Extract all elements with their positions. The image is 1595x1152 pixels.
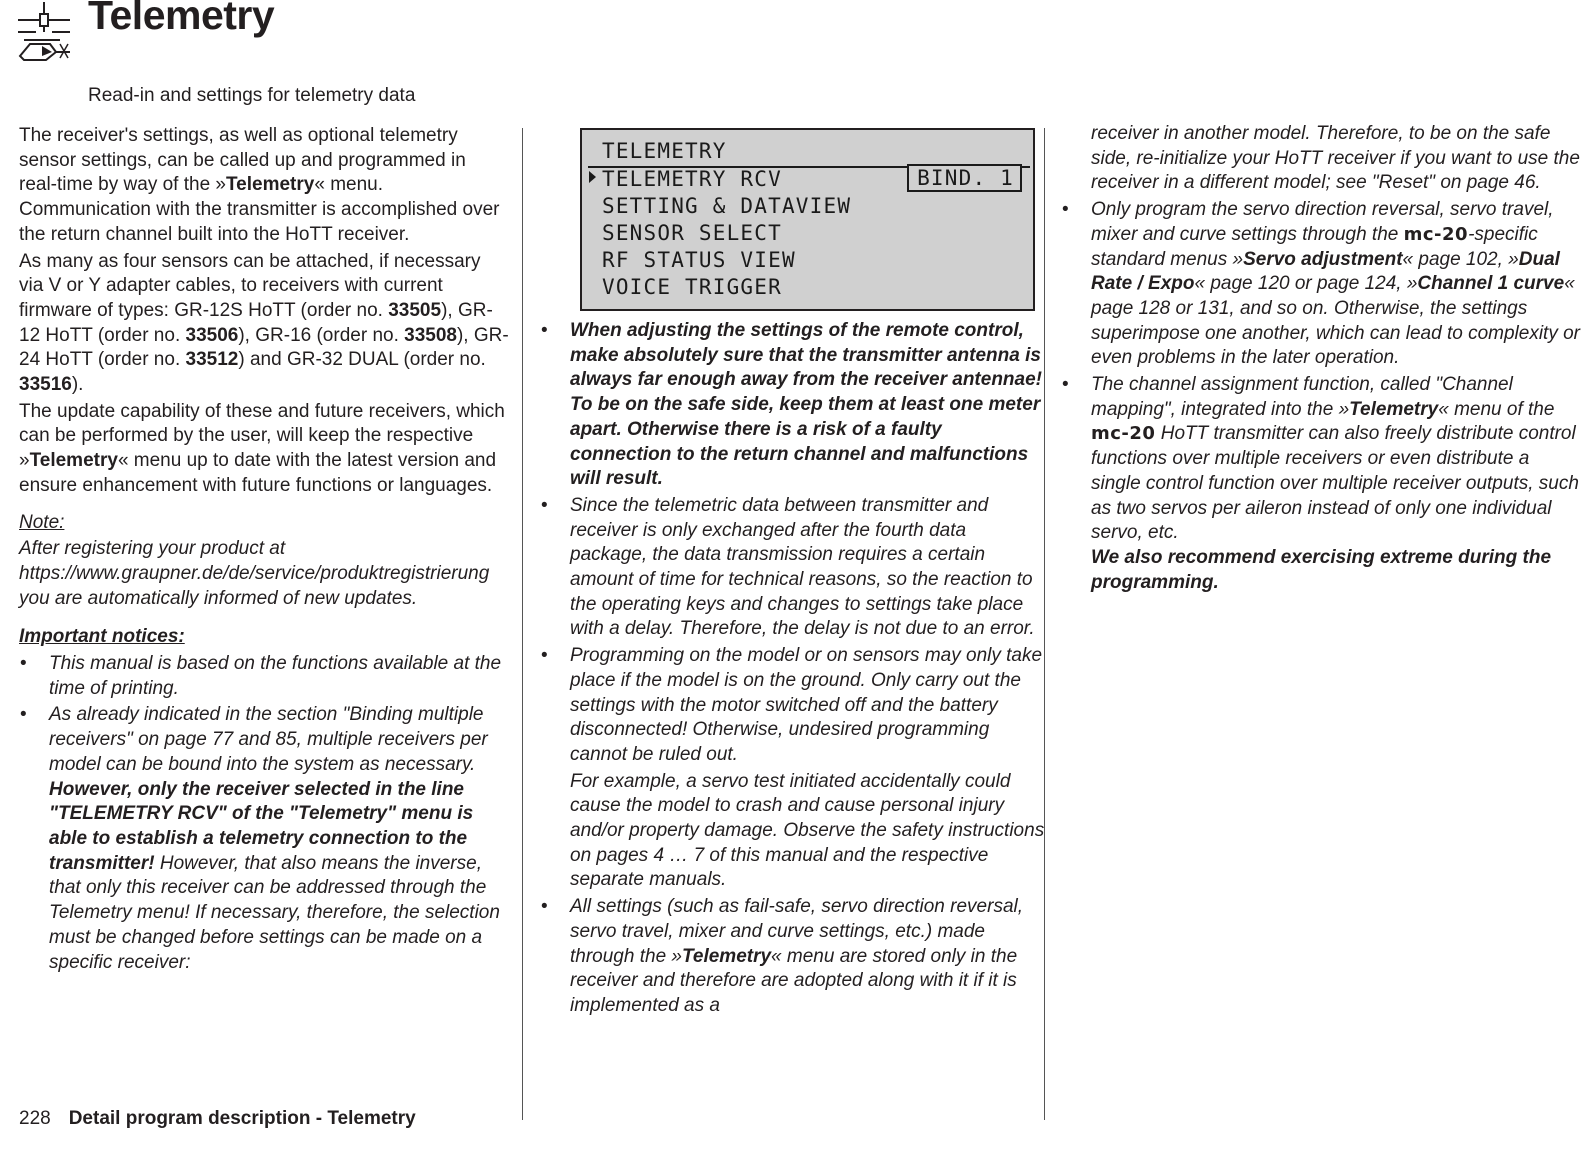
important-heading: Important notices:: [19, 626, 185, 648]
important-list: [19, 652, 509, 975]
warning-list: [540, 319, 1048, 768]
advice-list: [1061, 198, 1583, 595]
column-left: [19, 124, 509, 977]
page-number: 228: [19, 1108, 51, 1129]
mc20-brand-logo: mc-20: [1091, 423, 1156, 445]
lcd-item-voice-trigger[interactable]: VOICE TRIGGER: [602, 275, 782, 299]
lcd-title: TELEMETRY: [602, 139, 727, 163]
lcd-item-rf-status-view[interactable]: RF STATUS VIEW: [602, 248, 796, 272]
airplane-helicopter-icon: [16, 0, 76, 66]
note-text: After registering your product at https://www.graupner.de/de/service/produktregistrierung you are automatically informed of new updates.: [19, 538, 490, 609]
column-middle: [540, 128, 1048, 1021]
continued-paragraph: receiver in another model. Therefore, to be on the safe side, re-initialize your HoTT receiver if you want to use the receiver in a different model; see "Reset" on page 46.: [1091, 123, 1580, 194]
column-divider: [522, 128, 523, 1120]
update-paragraph: The update capability of these and future receivers, which can be performed by the user, will keep the respective »Telemetry« menu up to date with the latest version and ensure enhancement with future functions or languages.: [19, 400, 505, 496]
list-item: • Since the telemetric data between transmitter and receiver is only exchanged after the fourth data package, the data transmission requires a certain amount of time for technical reasons, so the reaction to the operating keys and changes to settings take place with a delay. Therefore, the delay is not due to an error.: [540, 494, 1048, 642]
page-subtitle: Read-in and settings for telemetry data: [88, 85, 416, 106]
list-item: • This manual is based on the functions available at the time of printing.: [19, 652, 509, 701]
note-label: Note:: [19, 511, 65, 533]
lcd-bind-value[interactable]: BIND. 1: [907, 164, 1022, 192]
list-item: • Only program the servo direction reversal, servo travel, mixer and curve settings through the mc-20-specific standard menus »Servo adjustment« page 102, »Dual Rate / Expo« page 120 or page 124, »Channel 1 curve« page 128 or 131, and so on. Otherwise, the settings superimpose one another, which can lead to complexity or even problems in the later operation.: [1061, 198, 1583, 371]
example-paragraph: For example, a servo test initiated accidentally could cause the model to crash and cause personal injury and/or property damage. Observe the safety instructions on pages 4 … 7 of this manual and the respective separate manuals.: [570, 770, 1045, 891]
list-item: • When adjusting the settings of the remote control, make absolutely sure that the transmitter antenna is always far enough away from the receiver antennae! To be on the safe side, keep them at least one meter apart. Otherwise there is a risk of a faulty connection to the return channel and malfunctions will result.: [540, 319, 1048, 492]
sensor-paragraph: As many as four sensors can be attached, if necessary via V or Y adapter cables, to receivers with current firmware of types: GR-12S HoTT (order no. 33505), GR-12 HoTT (order no. 33506), GR-16 (order no. 33508), GR-24 HoTT (order no. 33512) and GR-32 DUAL (order no. 33516).: [19, 250, 509, 396]
column-right: [1083, 122, 1583, 597]
intro-paragraph: The receiver's settings, as well as optional telemetry sensor settings, can be called up and programmed in real-time by way of the »Telemetry« menu. Communication with the transmitter is accomplished over the return channel built into the HoTT receiver.: [19, 125, 500, 245]
list-item: • Programming on the model or on sensors may only take place if the model is on the ground. Only carry out the settings with the motor switched off and the battery disconnected! Otherwise, undesired programming cannot be ruled out.: [540, 644, 1048, 768]
footer-section-title: Detail program description - Telemetry: [68, 1108, 416, 1129]
page-title: Telemetry: [88, 0, 275, 38]
lcd-telemetry-menu: [580, 128, 1035, 311]
lcd-item-setting-dataview[interactable]: SETTING & DATAVIEW: [602, 194, 852, 218]
lcd-item-sensor-select[interactable]: SENSOR SELECT: [602, 221, 782, 245]
warning-list-cont: [540, 895, 1048, 1019]
list-item: • As already indicated in the section "Binding multiple receivers" on page 77 and 85, multiple receivers per model can be bound into the system as necessary. However, only the receiver selected in the line "TELEMETRY RCV" of the "Telemetry" menu is able to establish a telemetry connection to the transmitter! However, that also means the inverse, that only this receiver can be addressed through the Telemetry menu! If necessary, therefore, the selection must be changed before settings can be made on a specific receiver:: [19, 703, 509, 975]
list-item: • The channel assignment function, called "Channel mapping", integrated into the »Telemetry« menu of the mc-20 HoTT transmitter can also freely distribute control functions over multiple receivers or even distribute a single control function over multiple receiver outputs, such as two servos per aileron instead of only one individual servo, etc. We also recommend exercising extreme during the programming.: [1061, 373, 1583, 595]
list-item: • All settings (such as fail-safe, servo direction reversal, servo travel, mixer and curve settings, etc.) made through the »Telemetry« menu are stored only in the receiver and therefore are adopted along with it if it is implemented as a: [540, 895, 1048, 1019]
lcd-item-telemetry-rcv[interactable]: TELEMETRY RCV: [602, 167, 782, 191]
page-footer: [19, 1108, 416, 1130]
selection-arrow-icon: [589, 171, 596, 183]
mc20-brand-logo: mc-20: [1403, 223, 1469, 245]
